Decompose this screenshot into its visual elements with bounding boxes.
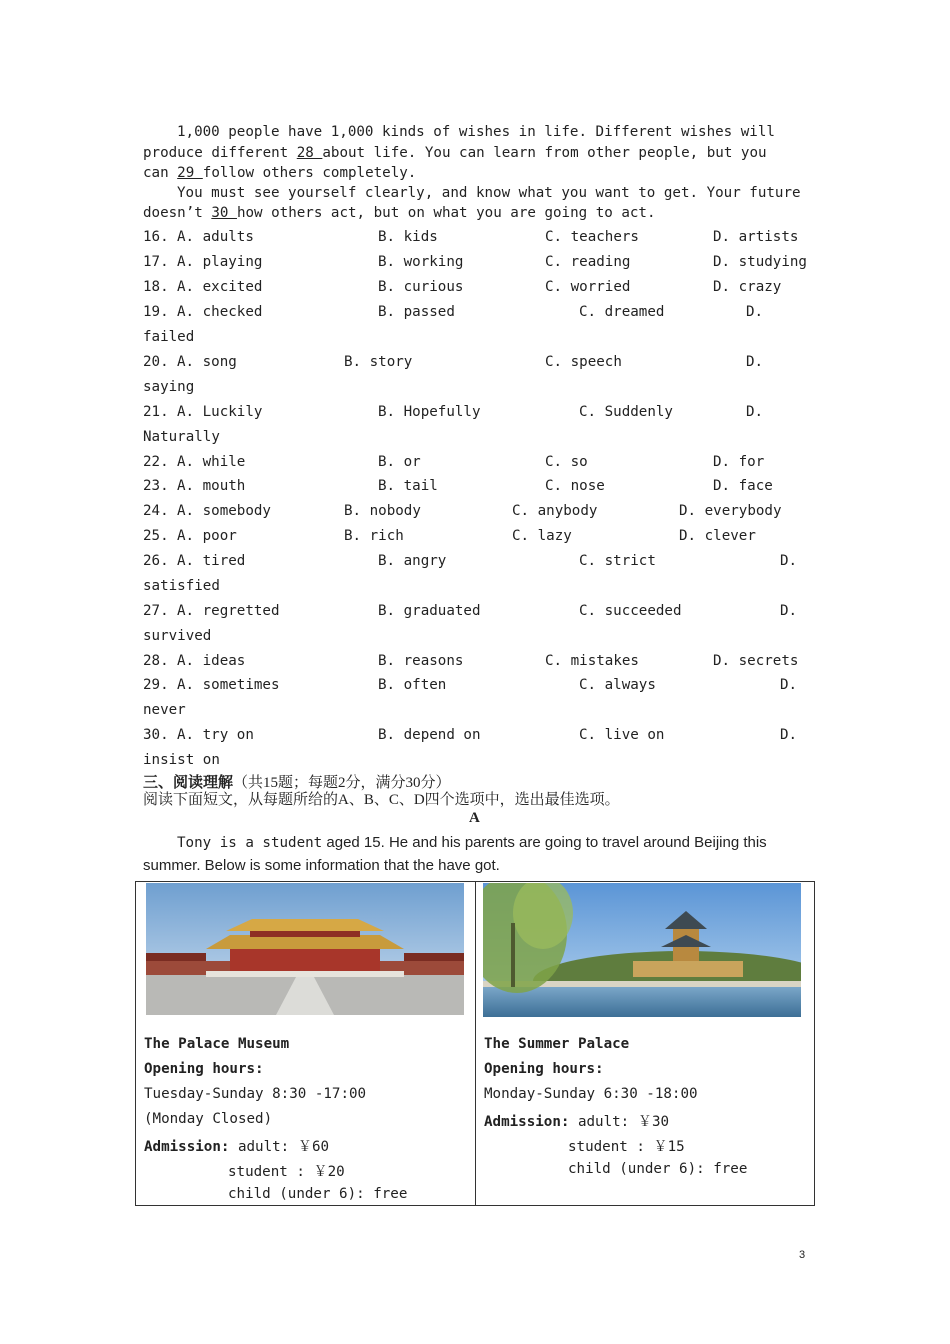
- option-d: D.: [780, 553, 798, 569]
- question-number: 23.: [143, 478, 169, 494]
- option-c: C. strict: [579, 553, 656, 569]
- child-price: child (under 6): free: [228, 1186, 408, 1202]
- option-d: D.: [780, 677, 798, 693]
- option-b: B. reasons: [378, 653, 464, 669]
- passage-line: [143, 145, 767, 161]
- option-d-wrap: survived: [143, 628, 212, 644]
- option-c: C. speech: [545, 354, 622, 370]
- reading-intro-line: [177, 834, 767, 852]
- question-number: 20.: [143, 354, 169, 370]
- option-a: A. sometimes: [177, 677, 280, 693]
- blank-28: 28: [296, 145, 323, 161]
- passage-text: 1,000 people have 1,000 kinds of wishes in life. Different wishes will: [177, 124, 775, 140]
- option-b: B. curious: [378, 279, 464, 295]
- option-b: B. rich: [344, 528, 404, 544]
- option-d: D. everybody: [679, 503, 782, 519]
- option-a: A. while: [177, 454, 246, 470]
- reading-intro-line: summer. Below is some information that the have got.: [143, 857, 500, 874]
- hours-label: Opening hours:: [484, 1061, 604, 1077]
- attraction-name: The Palace Museum: [144, 1036, 290, 1052]
- option-c: C. always: [579, 677, 656, 693]
- question-number: 24.: [143, 503, 169, 519]
- question-number: 26.: [143, 553, 169, 569]
- option-c: C. reading: [545, 254, 631, 270]
- question-number: 27.: [143, 603, 169, 619]
- option-b: B. graduated: [378, 603, 481, 619]
- passage-text: can: [143, 165, 178, 181]
- question-number: 28.: [143, 653, 169, 669]
- option-a: A. excited: [177, 279, 263, 295]
- section-note: （共15题；每题2分，满分30分）: [233, 775, 451, 791]
- option-d: D.: [780, 603, 798, 619]
- closed-note: (Monday Closed): [144, 1111, 273, 1127]
- option-b: B. tail: [378, 478, 438, 494]
- section-title: 三、阅读理解: [143, 775, 234, 791]
- attraction-table: [135, 881, 815, 1206]
- option-a: A. song: [177, 354, 237, 370]
- option-c: C. succeeded: [579, 603, 682, 619]
- passage-line: [143, 165, 416, 181]
- passage-text: doesn’t: [143, 205, 212, 221]
- adult-price: adult: ￥30: [569, 1114, 670, 1130]
- option-b: B. kids: [378, 229, 438, 245]
- passage-line: [143, 205, 656, 221]
- option-c: C. anybody: [512, 503, 598, 519]
- section-instruction: 阅读下面短文，从每题所给的A、B、C、D四个选项中，选出最佳选项。: [143, 792, 620, 808]
- option-c: C. teachers: [545, 229, 639, 245]
- option-b: B. angry: [378, 553, 447, 569]
- admission-line: [144, 1136, 329, 1156]
- student-price: student : ￥15: [568, 1139, 685, 1155]
- question-number: 21.: [143, 404, 169, 420]
- option-c: C. nose: [545, 478, 605, 494]
- option-c: C. worried: [545, 279, 631, 295]
- option-a: A. tired: [177, 553, 246, 569]
- admission-line: [484, 1111, 669, 1131]
- option-d: D. crazy: [713, 279, 782, 295]
- option-a: A. checked: [177, 304, 263, 320]
- option-a: A. mouth: [177, 478, 246, 494]
- option-c: C. lazy: [512, 528, 572, 544]
- student-price: student : ￥20: [228, 1164, 345, 1180]
- blank-30: 30: [211, 205, 237, 221]
- option-a: A. adults: [177, 229, 254, 245]
- child-price: child (under 6): free: [568, 1161, 748, 1177]
- intro-text: aged 15. He and his parents are going to travel around Beijing this: [322, 834, 767, 851]
- option-d-wrap: Naturally: [143, 429, 220, 445]
- option-d: D.: [746, 404, 764, 420]
- passage-text: You must see yourself clearly, and know what you want to get. Your future: [177, 185, 801, 201]
- passage-letter: A: [469, 810, 480, 826]
- option-b: B. or: [378, 454, 421, 470]
- option-c: C. live on: [579, 727, 665, 743]
- option-d: D. artists: [713, 229, 799, 245]
- option-b: B. depend on: [378, 727, 481, 743]
- option-b: B. nobody: [344, 503, 421, 519]
- option-c: C. dreamed: [579, 304, 665, 320]
- adult-price: adult: ￥60: [229, 1139, 330, 1155]
- option-a: A. somebody: [177, 503, 271, 519]
- option-d: D.: [780, 727, 798, 743]
- option-b: B. Hopefully: [378, 404, 481, 420]
- admission-label: Admission:: [484, 1114, 570, 1130]
- option-d-wrap: saying: [143, 379, 195, 395]
- option-d: D.: [746, 304, 764, 320]
- question-number: 30.: [143, 727, 169, 743]
- option-c: C. mistakes: [545, 653, 639, 669]
- option-d-wrap: insist on: [143, 752, 220, 768]
- opening-hours: Tuesday-Sunday 8:30 -17:00: [144, 1086, 367, 1102]
- question-number: 25.: [143, 528, 169, 544]
- option-c: C. so: [545, 454, 588, 470]
- passage-text: how others act, but on what you are going to act.: [236, 205, 656, 221]
- option-d: D. face: [713, 478, 773, 494]
- question-number: 22.: [143, 454, 169, 470]
- option-a: A. Luckily: [177, 404, 263, 420]
- option-b: B. story: [344, 354, 413, 370]
- option-d: D.: [746, 354, 764, 370]
- option-a: A. regretted: [177, 603, 280, 619]
- option-a: A. ideas: [177, 653, 246, 669]
- passage-line: [177, 124, 775, 140]
- option-b: B. working: [378, 254, 464, 270]
- palace-museum-photo: [146, 883, 464, 1015]
- table-divider: [475, 882, 476, 1205]
- blank-29: 29: [177, 165, 203, 181]
- summer-palace-photo: [483, 883, 801, 1017]
- option-d: D. secrets: [713, 653, 799, 669]
- option-b: B. often: [378, 677, 447, 693]
- option-d-wrap: never: [143, 702, 186, 718]
- question-number: 29.: [143, 677, 169, 693]
- admission-label: Admission:: [144, 1139, 230, 1155]
- passage-line: [177, 185, 801, 201]
- page-number: 3: [799, 1249, 806, 1261]
- question-number: 17.: [143, 254, 169, 270]
- option-a: A. poor: [177, 528, 237, 544]
- option-b: B. passed: [378, 304, 455, 320]
- passage-text: about life. You can learn from other people, but you: [322, 145, 767, 161]
- option-d-wrap: satisfied: [143, 578, 220, 594]
- attraction-name: The Summer Palace: [484, 1036, 630, 1052]
- question-number: 16.: [143, 229, 169, 245]
- option-a: A. playing: [177, 254, 263, 270]
- passage-text: follow others completely.: [202, 165, 417, 181]
- option-d: D. studying: [713, 254, 807, 270]
- option-c: C. Suddenly: [579, 404, 673, 420]
- question-number: 19.: [143, 304, 169, 320]
- opening-hours: Monday-Sunday 6:30 -18:00: [484, 1086, 698, 1102]
- option-d-wrap: failed: [143, 329, 195, 345]
- intro-text: Tony is a student: [177, 835, 323, 851]
- option-d: D. for: [713, 454, 765, 470]
- option-d: D. clever: [679, 528, 756, 544]
- hours-label: Opening hours:: [144, 1061, 264, 1077]
- question-number: 18.: [143, 279, 169, 295]
- option-a: A. try on: [177, 727, 254, 743]
- passage-text: produce different: [143, 145, 297, 161]
